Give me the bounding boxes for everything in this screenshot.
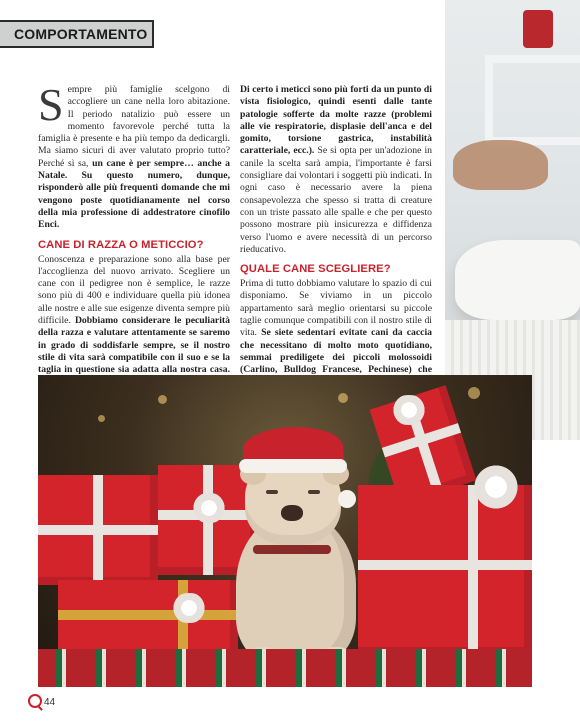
gift-bow bbox=[188, 493, 230, 523]
bokeh-light bbox=[468, 387, 480, 399]
bokeh-light bbox=[158, 395, 167, 404]
dog-collar bbox=[253, 545, 331, 554]
gift-bow bbox=[388, 395, 430, 425]
page-number: 44 bbox=[44, 697, 56, 708]
heading-breed-or-mixed: CANE DI RAZZA O METICCIO? bbox=[38, 238, 204, 251]
section-label: COMPORTAMENTO bbox=[14, 26, 148, 42]
bokeh-light bbox=[338, 393, 348, 403]
intro-text: empre più famiglie scelgono di accogliere un cane nella loro abitazione. Il periodo natalizio può essere un momento favorevole perché tutta la famiglia è presente e ha più tempo da dedicargli. Ma siamo sicuri di aver valutato proprio tutto? Perché sì sa, bbox=[38, 84, 230, 169]
paragraph-bold-text: Di certo i meticci sono più forti da un punto di vista fisiologico, quindi esenti dalle tante patologie sofferte da molte razze (problemi alle vie respiratorie, displasie dell'anca e del gomito, torsione gastrica, instabilità caratteriale, ecc.). bbox=[240, 84, 432, 157]
paragraph-text: Se si opta per un'adozione in canile la scelta sarà ampia, l'importante è farsi consigliare dai volontari i soggetti più indicati. In ogni caso è necessario avere la piena consapevolezza che spesso si tratta di creature con un triste passato alle spalle e che per questo possono mostrare più insicurezza e diffidenza verso l'uomo e avere necessità di un percorso rieducativo. bbox=[240, 145, 432, 255]
drop-cap: S bbox=[38, 79, 64, 130]
intro-bold-text: un cane è per sempre… anche a Natale. Su questo numero, dunque, risponderò alle più frequenti domande che mi vengono poste quotidianamente nel corso della mia professione di addestratore cinofilo Enci. bbox=[38, 157, 231, 231]
section-tag bbox=[0, 20, 154, 48]
gift-box bbox=[38, 475, 158, 585]
paragraph-bold-text: Se siete sedentari evitate cani da caccia che necessitano di molto moto quotidiano, semmai prediligete dei piccoli molossoidi (Carlino, Bulldog Francese, Pechinese) che bbox=[240, 327, 433, 376]
dog-nose bbox=[281, 505, 303, 521]
bokeh-light bbox=[98, 415, 105, 422]
gift-bow bbox=[168, 593, 210, 623]
gift-box bbox=[358, 485, 532, 655]
article-column-right bbox=[240, 84, 432, 401]
dog-christmas-photo bbox=[38, 375, 532, 687]
paragraph-text: Conoscenza e preparazione sono alla base per l'accoglienza del nuovo arrivato. Scegliere un cane con il pedigree non è semplice, le razze sono più di 400 e individuare quella più idonea alle nostre e alle sue esigenze diventa sempre più difficile. bbox=[38, 253, 230, 327]
magazine-logo-icon bbox=[28, 694, 42, 708]
dog-eye bbox=[308, 490, 320, 494]
santa-hat-brim bbox=[239, 459, 347, 473]
dog-eye bbox=[266, 490, 278, 494]
red-toy-decoration bbox=[523, 10, 553, 48]
paragraph-breed-2 bbox=[240, 84, 432, 256]
paragraph-bold-text: Dobbiamo considerare le peculiarità della razza e valutare attentamente se saremo in grado di soddisfarle sempre, se il nostro stile di vita sarà compatibile con il suo e se la taglia in questione sia adatta alla nostra casa. bbox=[38, 315, 230, 376]
paragraph-text: Prima di tutto dobbiamo valutare lo spazio di cui disponiamo. Se viviamo in un piccolo appartamento sarà meglio orientarsi su piccole taglie comunque compatibili con il nostro stile di vita. bbox=[240, 278, 432, 339]
striped-rug bbox=[38, 649, 532, 687]
santa-hat-pompom bbox=[338, 490, 356, 508]
shelf-decoration bbox=[485, 55, 580, 145]
heading-which-dog: QUALE CANE SCEGLIERE? bbox=[240, 263, 391, 276]
background-photo bbox=[445, 0, 580, 440]
gift-box bbox=[58, 580, 238, 660]
intro-paragraph bbox=[38, 79, 231, 232]
gift-bow bbox=[468, 465, 524, 509]
pillow-decoration bbox=[455, 240, 580, 320]
teddy-bear-decoration bbox=[453, 140, 548, 190]
